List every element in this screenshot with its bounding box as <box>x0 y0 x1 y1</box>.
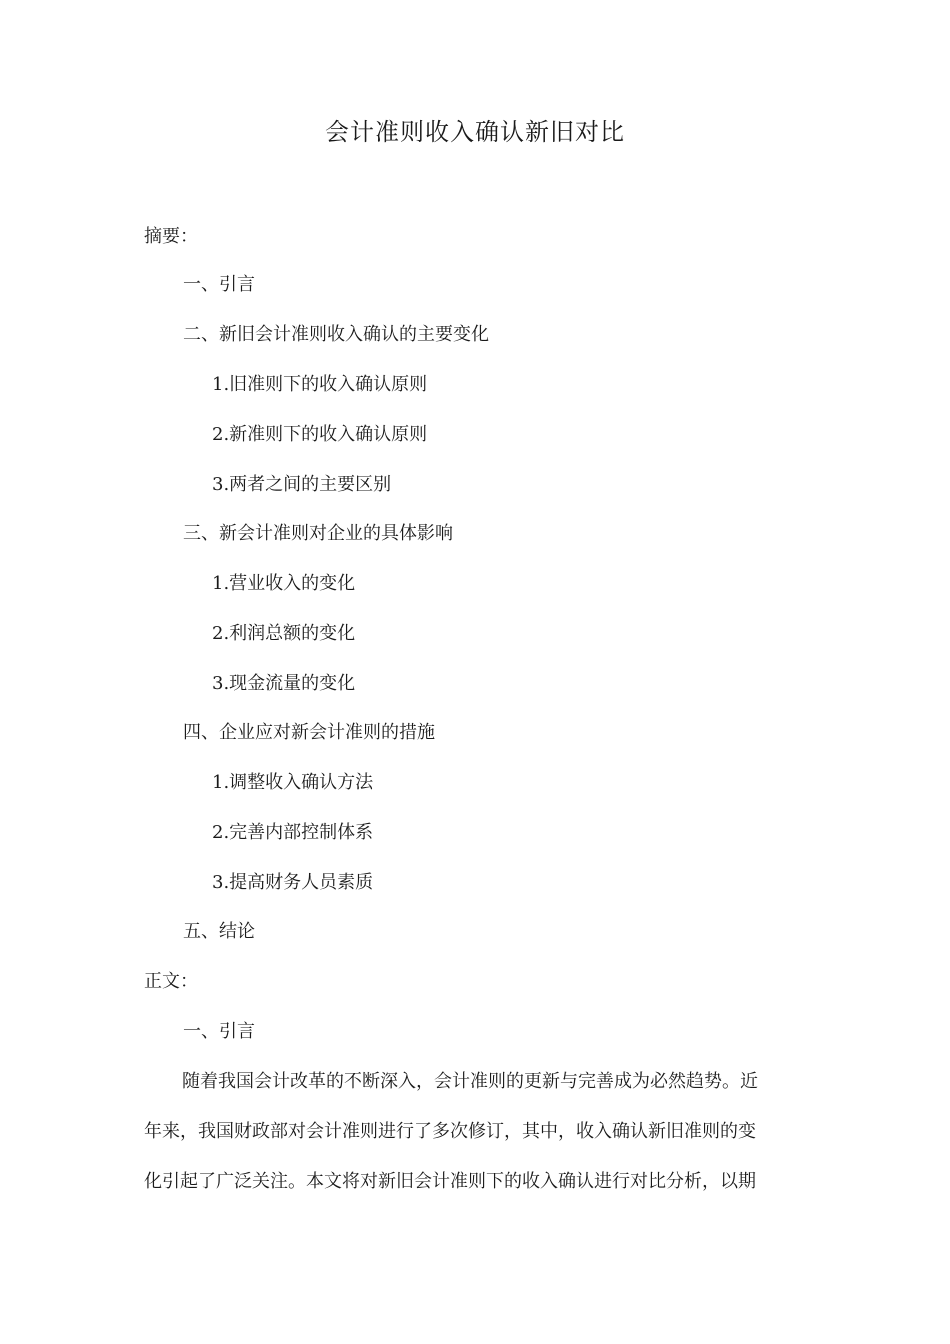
outline-item-2-1: 1.旧准则下的收入确认原则 <box>212 374 428 395</box>
paragraph-line-1: 随着我国会计改革的不断深入，会计准则的更新与完善成为必然趋势。近 <box>182 1071 758 1092</box>
outline-item-4-2: 2.完善内部控制体系 <box>212 822 374 843</box>
paragraph-line-3: 化引起了广泛关注。本文将对新旧会计准则下的收入确认进行对比分析，以期 <box>144 1171 756 1192</box>
outline-section-5: 五、结论 <box>183 921 255 942</box>
outline-item-3-1: 1.营业收入的变化 <box>212 573 356 594</box>
outline-section-1: 一、引言 <box>183 274 255 295</box>
outline-section-4: 四、企业应对新会计准则的措施 <box>183 722 435 743</box>
outline-section-2: 二、新旧会计准则收入确认的主要变化 <box>183 324 489 345</box>
document-title: 会计准则收入确认新旧对比 <box>325 118 625 146</box>
outline-item-3-3: 3.现金流量的变化 <box>212 673 356 694</box>
abstract-label: 摘要： <box>144 226 198 247</box>
outline-item-3-2: 2.利润总额的变化 <box>212 623 356 644</box>
body-label: 正文： <box>144 971 198 992</box>
outline-section-3: 三、新会计准则对企业的具体影响 <box>183 523 453 544</box>
outline-item-2-3: 3.两者之间的主要区别 <box>212 474 392 495</box>
body-section-1-heading: 一、引言 <box>183 1021 255 1042</box>
paragraph-line-2: 年来，我国财政部对会计准则进行了多次修订，其中，收入确认新旧准则的变 <box>144 1121 756 1142</box>
outline-item-4-1: 1.调整收入确认方法 <box>212 772 374 793</box>
outline-item-2-2: 2.新准则下的收入确认原则 <box>212 424 428 445</box>
outline-item-4-3: 3.提高财务人员素质 <box>212 872 374 893</box>
